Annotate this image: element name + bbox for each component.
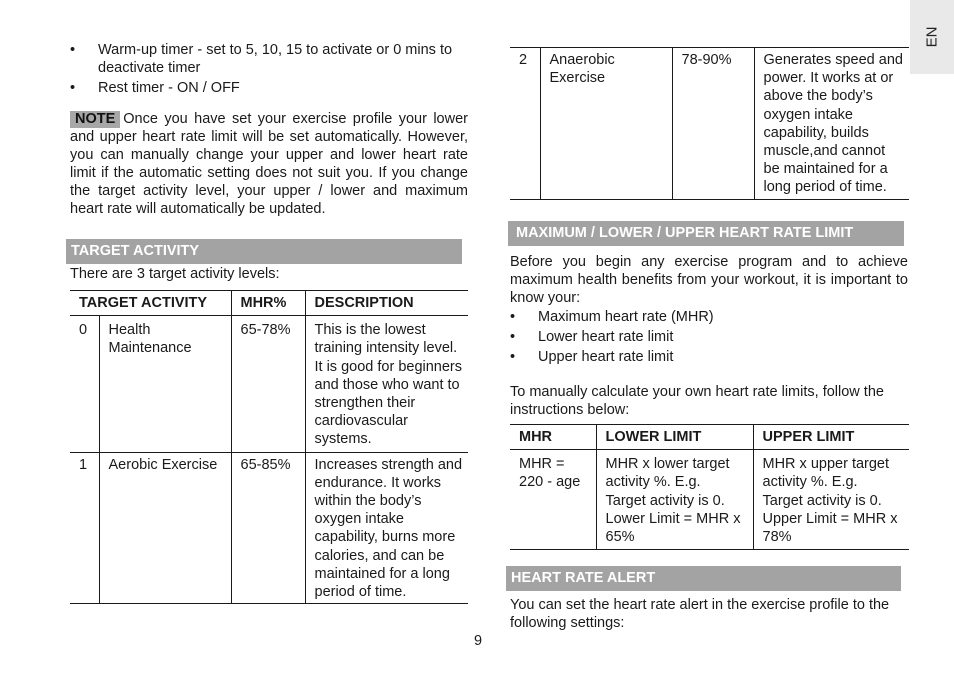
activity-description: This is the lowest training intensity level. It is good for beginners and those who want to strengthen their cardiovascular systems. (305, 316, 468, 452)
activity-description: Generates speed and power. It works at or above the body’s oxygen intake capability, builds muscle,and cannot be maintained for a long period of time. (754, 48, 909, 200)
heart-rate-instructions: To manually calculate your own heart rate limits, follow the instructions below: (510, 384, 884, 418)
mhr-formula: MHR = 220 - age (510, 450, 596, 550)
activity-description: Increases strength and endurance. It works within the body’s oxygen intake capability, burns more calories, and can be maintained for a long period of time. (305, 452, 468, 604)
section-heading-label: TARGET ACTIVITY (71, 243, 200, 259)
activity-level: 2 (519, 52, 528, 68)
list-item: • Maximum heart rate (MHR) (510, 308, 908, 326)
table-header-row (70, 291, 468, 316)
section-heading-target-activity (66, 239, 462, 264)
target-activity-intro: There are 3 target activity levels: (70, 266, 280, 282)
section-heading-heart-rate-alert (506, 566, 901, 591)
upper-limit-formula: MHR x upper target activity %. E.g. Target activity is 0. Upper Limit = MHR x 78% (753, 450, 909, 550)
activity-mhr: 65-85% (231, 452, 305, 604)
language-tab (910, 0, 954, 74)
list-item: • Lower heart rate limit (510, 328, 908, 346)
table-row (70, 316, 468, 452)
activity-mhr: 65-78% (231, 316, 305, 452)
note-paragraph (70, 110, 468, 218)
activity-name: Anaerobic Exercise (540, 48, 672, 200)
heart-rate-bullet-list (510, 308, 908, 366)
list-item: • Warm-up timer - set to 5, 10, 15 to activate or 0 mins to deactivate timer (70, 41, 468, 77)
list-item: • Rest timer - ON / OFF (70, 79, 468, 97)
table-row (510, 48, 909, 200)
heart-rate-limit-table (510, 424, 909, 550)
target-activity-table-continued (510, 47, 909, 200)
activity-level: 1 (70, 452, 99, 604)
column-header-upper-limit: UPPER LIMIT (753, 425, 909, 450)
heart-rate-alert-text: You can set the heart rate alert in the exercise profile to the following settings: (510, 597, 890, 631)
column-header-mhr: MHR% (231, 291, 305, 316)
section-heading-heart-rate-limit (508, 221, 904, 246)
column-header-lower-limit: LOWER LIMIT (596, 425, 753, 450)
column-header-mhr: MHR (519, 429, 553, 445)
column-header-target-activity: TARGET ACTIVITY (79, 295, 208, 311)
heart-rate-limit-intro: Before you begin any exercise program and to achieve maximum health benefits from your workout, it is important to know your: (510, 254, 908, 306)
column-header-description: DESCRIPTION (305, 291, 468, 316)
table-header-row (510, 425, 909, 450)
page-number: 9 (474, 633, 483, 649)
target-activity-table (70, 290, 468, 604)
table-row (70, 452, 468, 604)
activity-level: 0 (70, 316, 99, 452)
timer-bullet-list (70, 41, 468, 97)
note-tag: NOTE (70, 111, 120, 128)
language-tab-label: EN (923, 26, 940, 48)
section-heading-label: HEART RATE ALERT (511, 570, 656, 586)
activity-mhr: 78-90% (672, 48, 754, 200)
table-row (510, 450, 909, 550)
list-item: • Upper heart rate limit (510, 348, 908, 366)
note-text: Once you have set your exercise profile your lower and upper heart rate limit will be set automatically. However, you can manually change your upper and lower heart rate limit if the automatic setting does not suit you. If you change the target activity level, your upper / lower and maximum heart rate will automatically be updated. (70, 111, 468, 217)
lower-limit-formula: MHR x lower target activity %. E.g. Target activity is 0. Lower Limit = MHR x 65% (596, 450, 753, 550)
activity-name: Aerobic Exercise (99, 452, 231, 604)
activity-name: Health Maintenance (99, 316, 231, 452)
section-heading-label: MAXIMUM / LOWER / UPPER HEART RATE LIMIT (516, 225, 854, 241)
